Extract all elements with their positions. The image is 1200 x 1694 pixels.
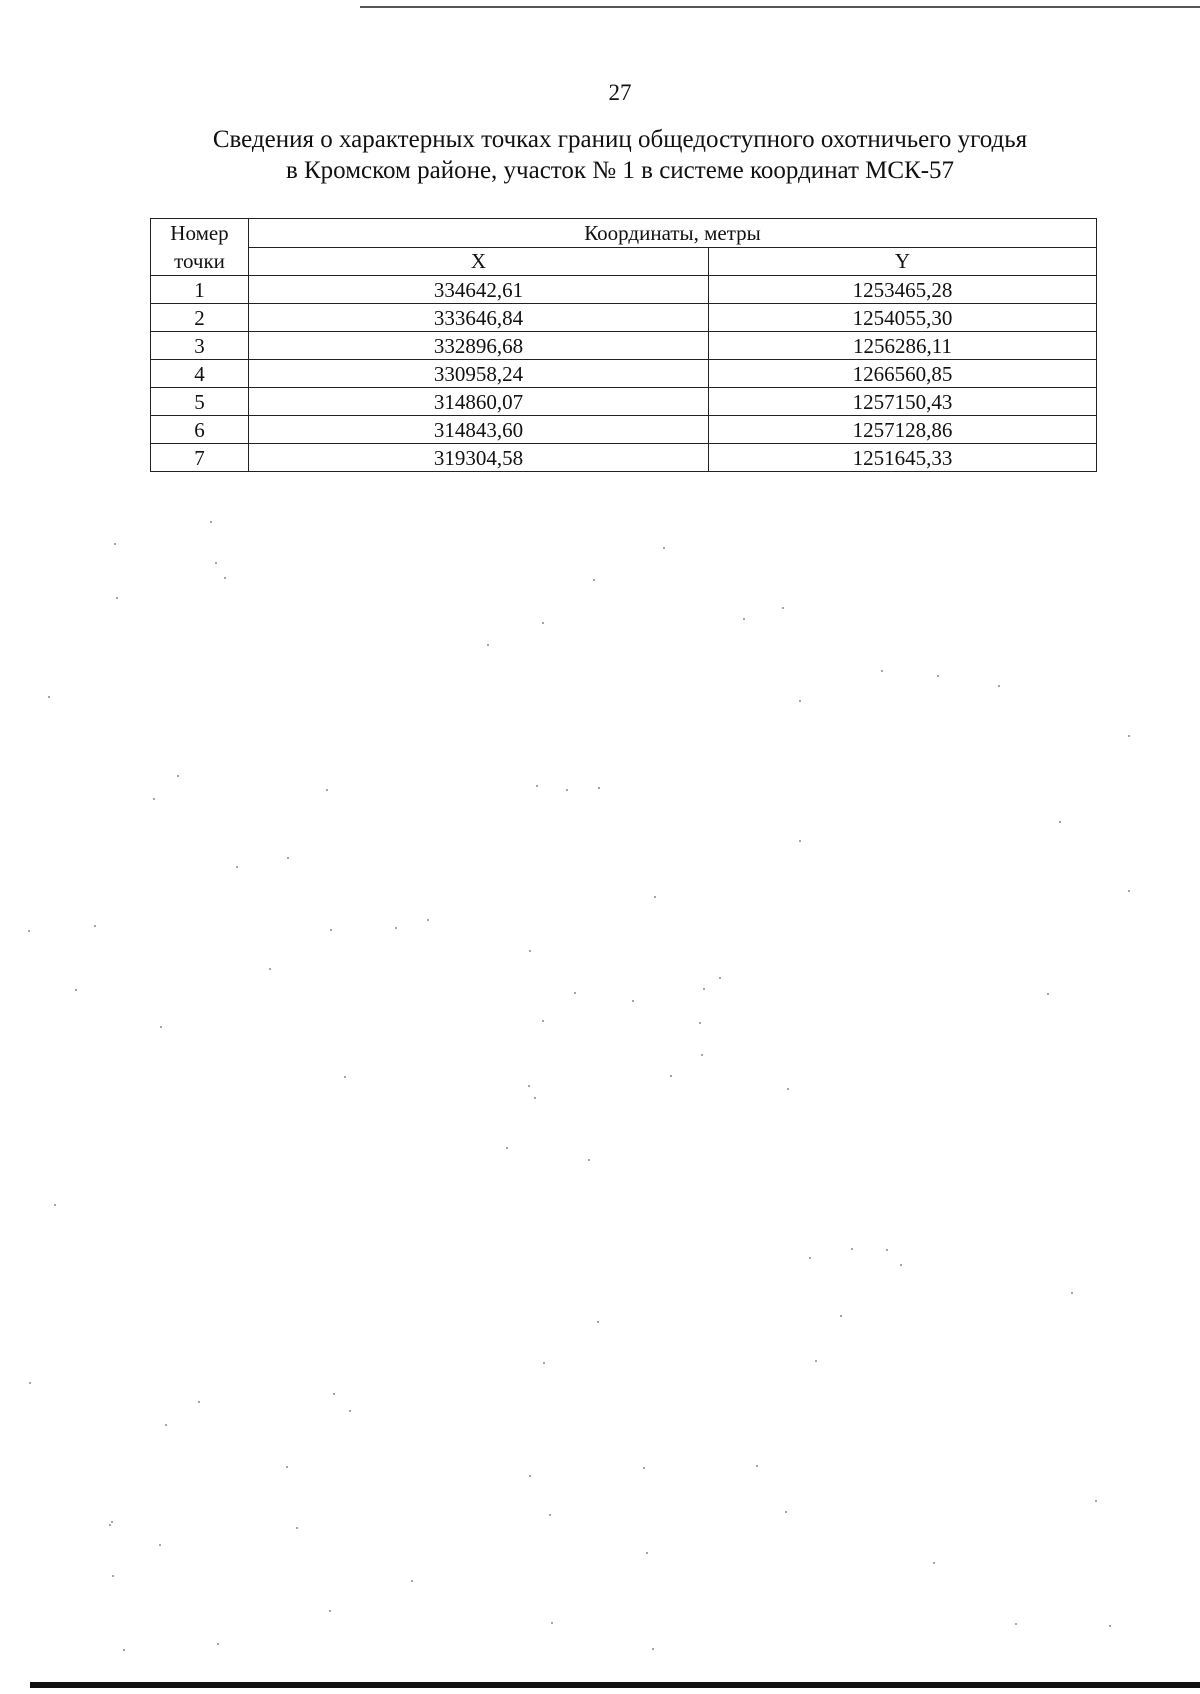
point-number-header-line-2: точки: [174, 249, 225, 273]
table-row: [151, 276, 1097, 304]
scan-speck: [54, 1204, 56, 1206]
scan-speck: [296, 1527, 298, 1529]
scan-speck: [1095, 1500, 1097, 1502]
y-header: Y: [709, 247, 1097, 276]
scan-speck: [198, 1401, 200, 1403]
coordinates-table: [150, 218, 1097, 472]
scan-speck: [94, 925, 96, 927]
table-body: [151, 276, 1097, 472]
scan-speck: [703, 988, 705, 990]
point-number-cell: 2: [151, 304, 249, 332]
scan-speck: [177, 775, 179, 777]
x-coordinate-cell: 334642,61: [249, 276, 709, 304]
scan-speck: [333, 1393, 335, 1395]
scan-speck: [937, 675, 939, 677]
scan-speck: [528, 1085, 530, 1087]
scan-speck: [785, 1511, 787, 1513]
scan-speck: [1128, 735, 1130, 737]
scan-speck: [215, 562, 217, 564]
scan-speck: [593, 579, 595, 581]
scan-speck: [534, 1097, 536, 1099]
scan-speck: [632, 1000, 634, 1002]
scan-speck: [851, 1248, 853, 1250]
scan-speck: [236, 866, 238, 868]
y-coordinate-cell: 1256286,11: [709, 332, 1097, 360]
scan-speck: [881, 670, 883, 672]
scan-speck: [886, 1249, 888, 1251]
scan-speck: [116, 597, 118, 599]
scan-speck: [210, 521, 212, 523]
document-title: [150, 124, 1090, 186]
scan-speck: [701, 1054, 703, 1056]
table-header-row: [151, 219, 1097, 248]
scan-speck: [487, 644, 489, 646]
scan-speck: [269, 968, 271, 970]
scan-speck: [160, 1026, 162, 1028]
scan-speck: [643, 1467, 645, 1469]
point-number-header-line-1: Номер: [170, 221, 229, 245]
scan-speck: [344, 1076, 346, 1078]
scan-speck: [75, 989, 77, 991]
scan-speck: [787, 1088, 789, 1090]
y-coordinate-cell: 1266560,85: [709, 360, 1097, 388]
table-row: [151, 332, 1097, 360]
scan-speck: [48, 696, 50, 698]
scan-speck: [900, 1264, 902, 1266]
scan-speck: [114, 543, 116, 545]
scan-speck: [756, 1465, 758, 1467]
x-coordinate-cell: 314860,07: [249, 388, 709, 416]
scan-speck: [646, 1552, 648, 1554]
scan-speck: [330, 929, 332, 931]
scan-speck: [165, 1424, 167, 1426]
x-coordinate-cell: 330958,24: [249, 360, 709, 388]
bottom-scan-rule: [30, 1682, 1200, 1688]
scan-speck: [597, 1321, 599, 1323]
scan-speck: [598, 787, 600, 789]
scan-speck: [799, 700, 801, 702]
scan-speck: [542, 1020, 544, 1022]
scan-speck: [719, 977, 721, 979]
x-coordinate-cell: 314843,60: [249, 416, 709, 444]
scan-speck: [542, 622, 544, 624]
scan-speck: [588, 1159, 590, 1161]
scan-speck: [159, 1544, 161, 1546]
page-number: 27: [608, 80, 632, 105]
scan-speck: [326, 789, 328, 791]
title-line-1: Сведения о характерных точках границ общедоступного охотничьего угодья: [212, 126, 1028, 153]
scan-speck: [286, 1466, 288, 1468]
table-row: [151, 360, 1097, 388]
title-line-2: в Кромском районе, участок № 1 в системе координат МСК-57: [285, 157, 955, 184]
scan-speck: [349, 1410, 351, 1412]
point-number-header: [151, 219, 249, 276]
scan-speck: [933, 1562, 935, 1564]
table-row: [151, 388, 1097, 416]
scan-speck: [1109, 1625, 1111, 1627]
scan-speck: [815, 1360, 817, 1362]
scan-speck: [574, 992, 576, 994]
scan-speck: [543, 1362, 545, 1364]
table-row: [151, 416, 1097, 444]
scan-speck: [654, 896, 656, 898]
scan-speck: [998, 685, 1000, 687]
scan-speck: [799, 840, 801, 842]
scan-speck: [29, 1382, 31, 1384]
y-coordinate-cell: 1251645,33: [709, 444, 1097, 472]
scan-speck: [1015, 1623, 1017, 1625]
scan-speck: [506, 1147, 508, 1149]
table-row: [151, 304, 1097, 332]
table-subheader-row: [151, 247, 1097, 276]
scan-speck: [287, 857, 289, 859]
scan-speck: [743, 618, 745, 620]
scan-speck: [395, 927, 397, 929]
scan-speck: [1071, 1292, 1073, 1294]
point-number-cell: 5: [151, 388, 249, 416]
x-header: X: [249, 247, 709, 276]
scan-speck: [536, 785, 538, 787]
scan-speck: [224, 577, 226, 579]
table-row: [151, 444, 1097, 472]
scan-speck: [551, 1622, 553, 1624]
scan-speck: [111, 1521, 113, 1523]
scan-speck: [840, 1315, 842, 1317]
scan-speck: [566, 789, 568, 791]
scan-speck: [153, 798, 155, 800]
scan-speck: [28, 930, 30, 932]
scan-speck: [782, 607, 784, 609]
x-coordinate-cell: 333646,84: [249, 304, 709, 332]
scan-speck: [411, 1580, 413, 1582]
scan-speck: [699, 1022, 701, 1024]
point-number-cell: 3: [151, 332, 249, 360]
scan-speck: [663, 547, 665, 549]
top-scan-rule: [360, 6, 1200, 8]
y-coordinate-cell: 1254055,30: [709, 304, 1097, 332]
x-coordinate-cell: 319304,58: [249, 444, 709, 472]
scan-speck: [217, 1643, 219, 1645]
scan-speck: [1059, 821, 1061, 823]
point-number-cell: 6: [151, 416, 249, 444]
scan-speck: [529, 1475, 531, 1477]
scan-speck: [123, 1649, 125, 1651]
point-number-cell: 4: [151, 360, 249, 388]
y-coordinate-cell: 1253465,28: [709, 276, 1097, 304]
scan-speck: [1047, 993, 1049, 995]
scan-speck: [112, 1575, 114, 1577]
scan-speck: [809, 1257, 811, 1259]
point-number-cell: 1: [151, 276, 249, 304]
scan-speck: [427, 919, 429, 921]
point-number-cell: 7: [151, 444, 249, 472]
scan-speck: [549, 1514, 551, 1516]
scan-speck: [670, 1075, 672, 1077]
y-coordinate-cell: 1257150,43: [709, 388, 1097, 416]
scan-speck: [109, 1524, 111, 1526]
scan-speck: [1128, 890, 1130, 892]
y-coordinate-cell: 1257128,86: [709, 416, 1097, 444]
scan-speck: [529, 950, 531, 952]
scan-speck: [329, 1610, 331, 1612]
scan-speck: [652, 1648, 654, 1650]
x-coordinate-cell: 332896,68: [249, 332, 709, 360]
coordinates-header: Координаты, метры: [249, 219, 1097, 248]
